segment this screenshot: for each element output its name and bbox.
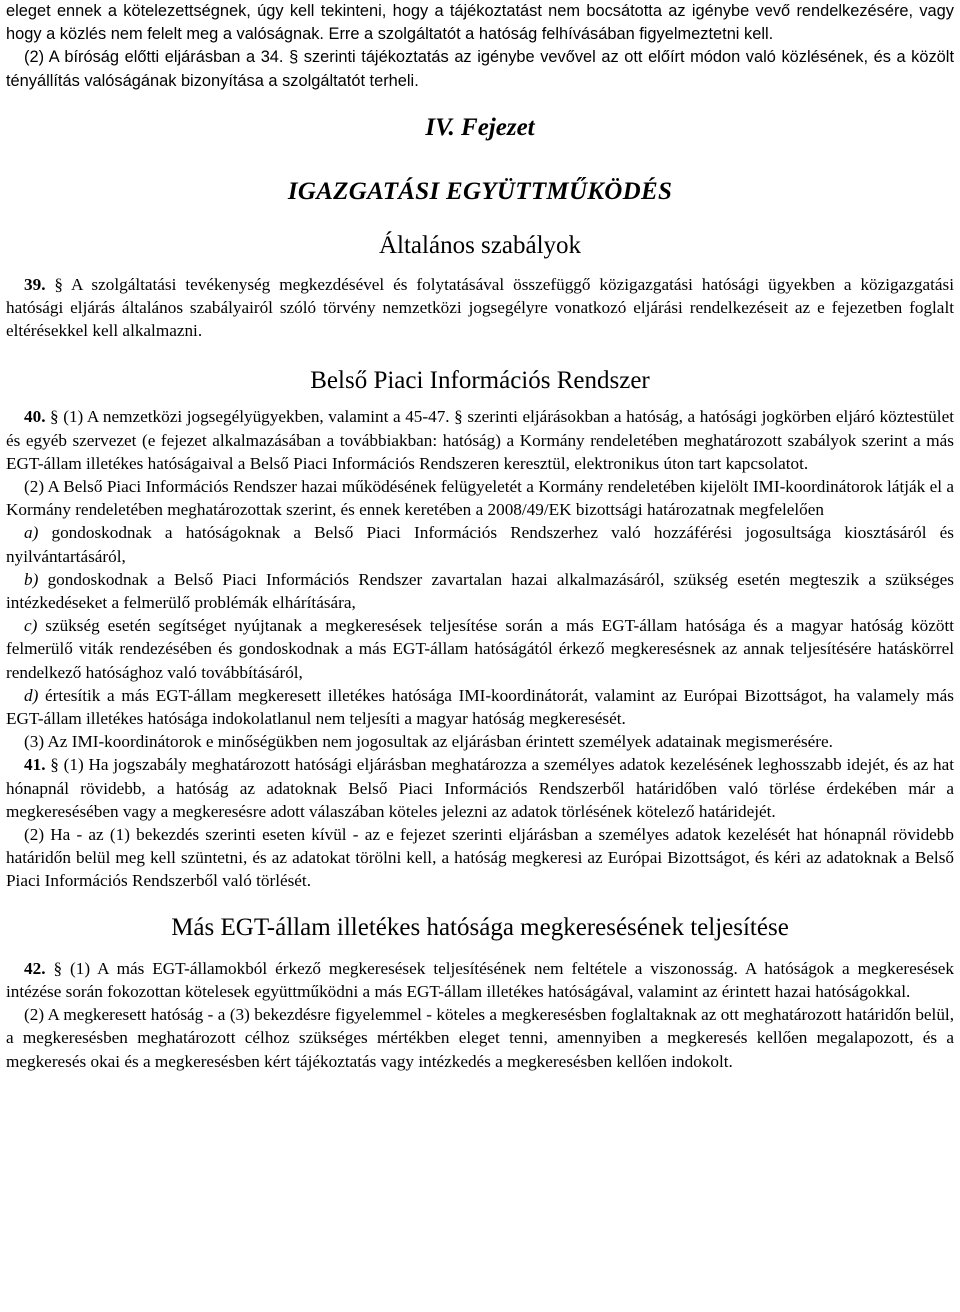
chapter-number: IV. Fejezet	[425, 113, 535, 141]
list-item-c-text: szükség esetén segítséget nyújtanak a megkeresések teljesítése során a más EGT-állam hatósága és a magyar hatóság között felmerülő viták rendezésében és gondoskodnak a más EGT-állam hatóságától érkező megkeresésnek az annak teljesítésére hatáskörrel rendelkező hatósághoz való továbbításáról,	[6, 616, 954, 682]
list-item-a-letter: a)	[24, 523, 39, 543]
chapter-title: IGAZGATÁSI EGYÜTTMŰKÖDÉS	[287, 177, 673, 205]
section-heading-imi: Belső Piaci Információs Rendszer	[310, 367, 650, 395]
section-40-paragraph-1	[6, 405, 954, 475]
section-39-paragraph	[6, 273, 954, 343]
section-42-number: 42.	[24, 958, 46, 978]
intro-paragraph-2: (2) A bíróság előtti eljárásban a 34. § szerinti tájékoztatás az igénybe vevővel az ott előírt módon való közlésének, és a közölt tényállítás valóságának bizonyítása a szolgáltatót terheli.	[6, 48, 954, 90]
section-39-number: 39.	[24, 274, 46, 294]
list-item-a-text: gondoskodnak a hatóságoknak a Belső Piaci Információs Rendszerhez való hozzáférési jogosultsága kiosztásáról és nyilvántartásáról,	[6, 523, 954, 566]
list-item-b-letter: b)	[24, 569, 39, 589]
list-item-c-letter: c)	[24, 616, 38, 636]
list-item-b	[6, 568, 954, 614]
section-39-text: § A szolgáltatási tevékenység megkezdésével és folytatásával összefüggő közigazgatási hatósági ügyekben a közigazgatási hatósági eljárás általános szabályairól szóló törvény nemzetközi jogsegélyre vonatkozó eljárási rendelkezéseit az e fejezetben foglalt eltérésekkel kell alkalmazni.	[6, 274, 954, 341]
intro-paragraph-1: eleget ennek a kötelezettségnek, úgy kell tekinteni, hogy a tájékoztatást nem bocsátotta az igénybe vevő rendelkezésére, vagy hogy a közlés nem felelt meg a valóságnak. Erre a szolgáltatót a hatóság felhívásában figyelmeztetni kell.	[6, 2, 954, 44]
section-41-paragraph-2: (2) Ha - az (1) bekezdés szerinti eseten kívül - az e fejezet szerinti eljárásban a személyes adatok kezelését hat hónapnál rövidebb határidőn belül meg kell szüntetni, és az adatokat törölni kell, a hatóság megkeresi az Európai Bizottságot, és kéri az adatoknak a Belső Piaci Információs Rendszerből való törlését.	[6, 825, 954, 891]
section-42-paragraph-1	[6, 957, 954, 1003]
section-heading-general: Általános szabályok	[378, 231, 582, 259]
section-42-paragraph-2: (2) A megkeresett hatóság - a (3) bekezdésre figyelemmel - köteles a megkeresésben foglaltaknak az ott meghatározott határidőn belül, a megkeresésben meghatározott célhoz szükséges mértékben eleget tenni, amennyiben a megkeresés kellően megalapozott, és a megkeresés okai és a megkeresésben kért tájékoztatás vagy intézkedés a megkeresésben kellően indokolt.	[6, 1005, 954, 1071]
section-42-text-1: § (1) A más EGT-államokból érkező megkeresések teljesítésének nem feltétele a viszonosság. A hatóságok a megkeresések intézése során fokozottan kötelesek együttműködni a más EGT-állam illetékes hatóságával, valamint az érintett hazai hatóságokkal.	[6, 958, 954, 1001]
section-40-text-1: § (1) A nemzetközi jogsegélyügyekben, valamint a 45-47. § szerinti eljárásokban a hatóság, a hatósági jogkörben eljáró köztestület és egyéb szervezet (e fejezet alkalmazásában a továbbiakban: hatóság) a Kormány rendeletében meghatározott szabályok szerint a más EGT-állam illetékes hatóságaival a Belső Piaci Információs Rendszeren keresztül, elektronikus úton tart kapcsolatot.	[6, 407, 954, 473]
section-heading-foreign-requests: Más EGT-állam illetékes hatósága megkeresésének teljesítése	[171, 913, 789, 941]
section-40-paragraph-2: (2) A Belső Piaci Információs Rendszer hazai működésének felügyeletét a Kormány rendeletében kijelölt IMI-koordinátorok látják el a Kormány rendeletében meghatározottak szerint, és ennek keretében a 2008/49/EK bizottsági határozatnak megfelelően	[6, 477, 954, 520]
section-41-paragraph-1	[6, 753, 954, 823]
list-item-c	[6, 614, 954, 684]
section-41-number: 41.	[24, 755, 46, 775]
section-40-paragraph-3: (3) Az IMI-koordinátorok e minőségükben nem jogosultak az eljárásban érintett személyek adatainak megismerésére.	[24, 732, 833, 752]
section-40-number: 40.	[24, 407, 46, 427]
list-item-d	[6, 684, 954, 730]
list-item-b-text: gondoskodnak a Belső Piaci Információs Rendszer zavartalan hazai alkalmazásáról, szükség esetén megteszik a szükséges intézkedéseket a felmerülő problémák elhárítására,	[6, 569, 954, 613]
list-item-a	[6, 521, 954, 567]
section-41-text-1: § (1) Ha jogszabály meghatározott hatósági eljárásban meghatározza a személyes adatok kezelésének leghosszabb idejét, és az hat hónapnál rövidebb, a hatóság az adatoknak Belső Piaci Információs Rendszerből határidőben való törlése érdekében már a megkeresésében vagy a megkeresésre adott válaszában köteles jelezni az adatok törlésének kötelező határidejét.	[6, 755, 954, 821]
list-item-d-text: értesítik a más EGT-állam megkeresett illetékes hatósága IMI-koordinátorát, valamint az Európai Bizottságot, ha valamely más EGT-állam illetékes hatósága indokolatlanul nem teljesíti a magyar hatóság megkeresését.	[6, 685, 954, 729]
list-item-d-letter: d)	[24, 685, 39, 705]
